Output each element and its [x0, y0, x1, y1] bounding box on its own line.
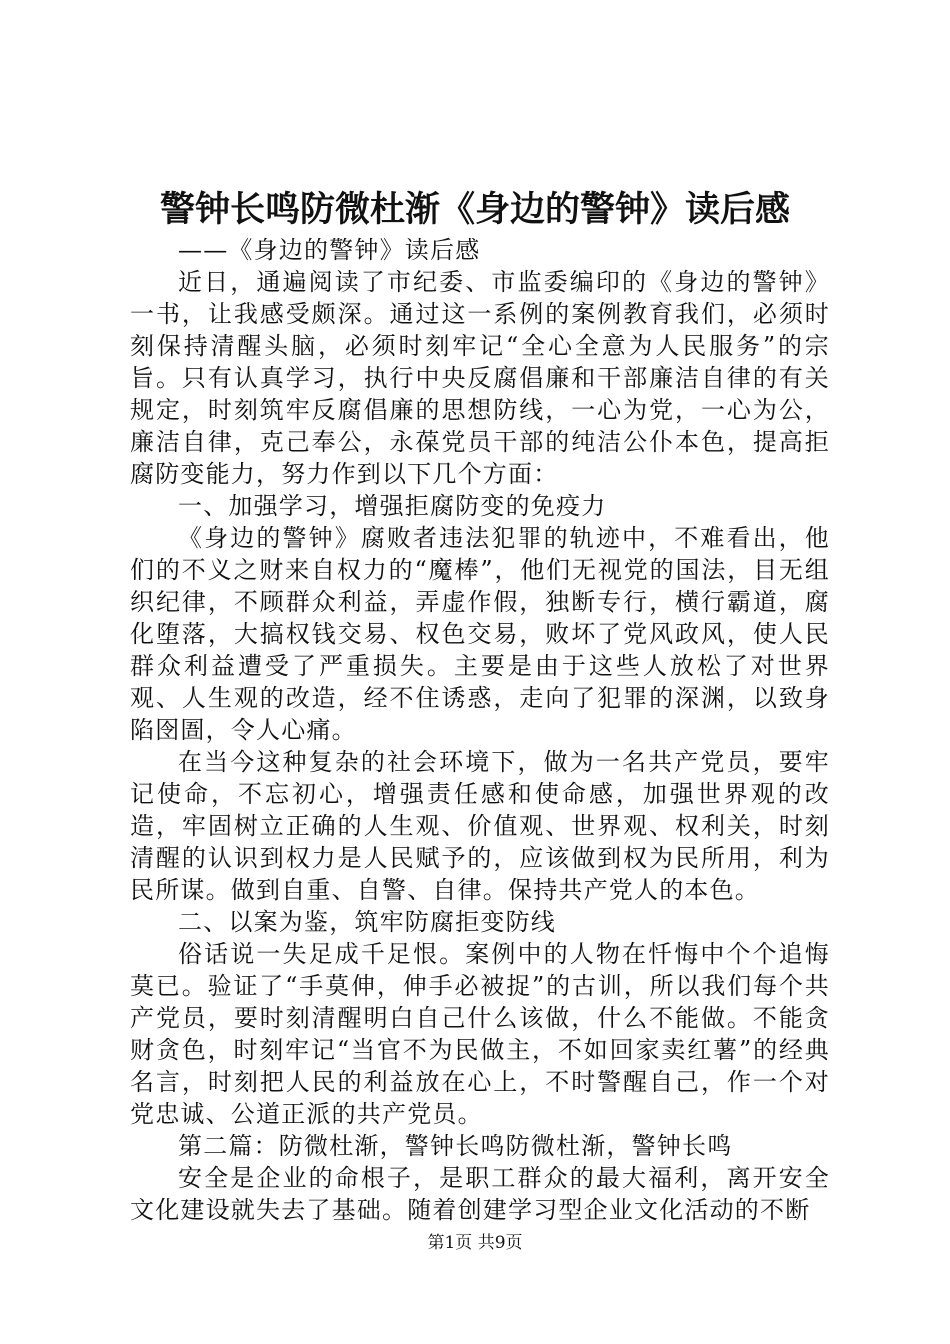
document-title: 警钟长鸣防微杜渐《身边的警钟》读后感: [159, 189, 790, 230]
paragraph-section-2: 俗话说一失足成千足恨。案例中的人物在忏悔中个个追悔莫已。验证了“手莫伸，伸手必被捉”的古训，所以我们每个共产党员，要时刻清醒明白自己什么该做，什么不能做。不能贪财贪色，时刻牢记“当官不为民做主，不如回家卖红薯”的经典名言，时刻把人民的利益放在心上，不时警醒自己，作一个对党忠诚、公道正派的共产党员。: [130, 940, 830, 1128]
paragraph-part-two: 安全是企业的命根子，是职工群众的最大福利，离开安全文化建设就失去了基础。随着创建学习型企业文化活动的不断: [130, 1164, 830, 1224]
section-heading-2: 二、以案为鉴，筑牢防腐拒变防线: [178, 908, 556, 936]
part-two-heading: 第二篇：防微杜渐，警钟长鸣防微杜渐，警钟长鸣: [178, 1132, 733, 1160]
paragraph-section-1b: 在当今这种复杂的社会环境下，做为一名共产党员，要牢记使命，不忘初心，增强责任感和使命感，加强世界观的改造，牢固树立正确的人生观、价值观、世界观、权利关，时刻清醒的认识到权力是人民赋予的，应该做到权为民所用，利为民所谋。做到自重、自警、自律。保持共产党人的本色。: [130, 748, 830, 904]
document-body: [130, 234, 830, 1226]
page-number-footer: 第1页 共9页: [427, 1233, 523, 1253]
paragraph-section-1a: 《身边的警钟》腐败者违法犯罪的轨迹中，不难看出，他们的不义之财来自权力的“魔棒”，他们无视党的国法，目无组织纪律，不顾群众利益，弄虚作假，独断专行，横行霸道，腐化堕落，大搞权钱交易、权色交易，败坏了党风政风，使人民群众利益遭受了严重损失。主要是由于这些人放松了对世界观、人生观的改造，经不住诱惑，走向了犯罪的深渊，以致身陷囹圄，令人心痛。: [130, 524, 830, 744]
paragraph-intro: 近日，通遍阅读了市纪委、市监委编印的《身边的警钟》一书，让我感受颇深。通过这一系例的案例教育我们，必须时刻保持清醒头脑，必须时刻牢记“全心全意为人民服务”的宗旨。只有认真学习，执行中央反腐倡廉和干部廉洁自律的有关规定，时刻筑牢反腐倡廉的思想防线，一心为党，一心为公，廉洁自律，克己奉公，永葆党员干部的纯洁公仆本色，提高拒腐防变能力，努力作到以下几个方面：: [130, 268, 830, 488]
document-subtitle: ——《身边的警钟》读后感: [178, 236, 481, 264]
section-heading-1: 一、加强学习，增强拒腐防变的免疫力: [178, 492, 607, 520]
